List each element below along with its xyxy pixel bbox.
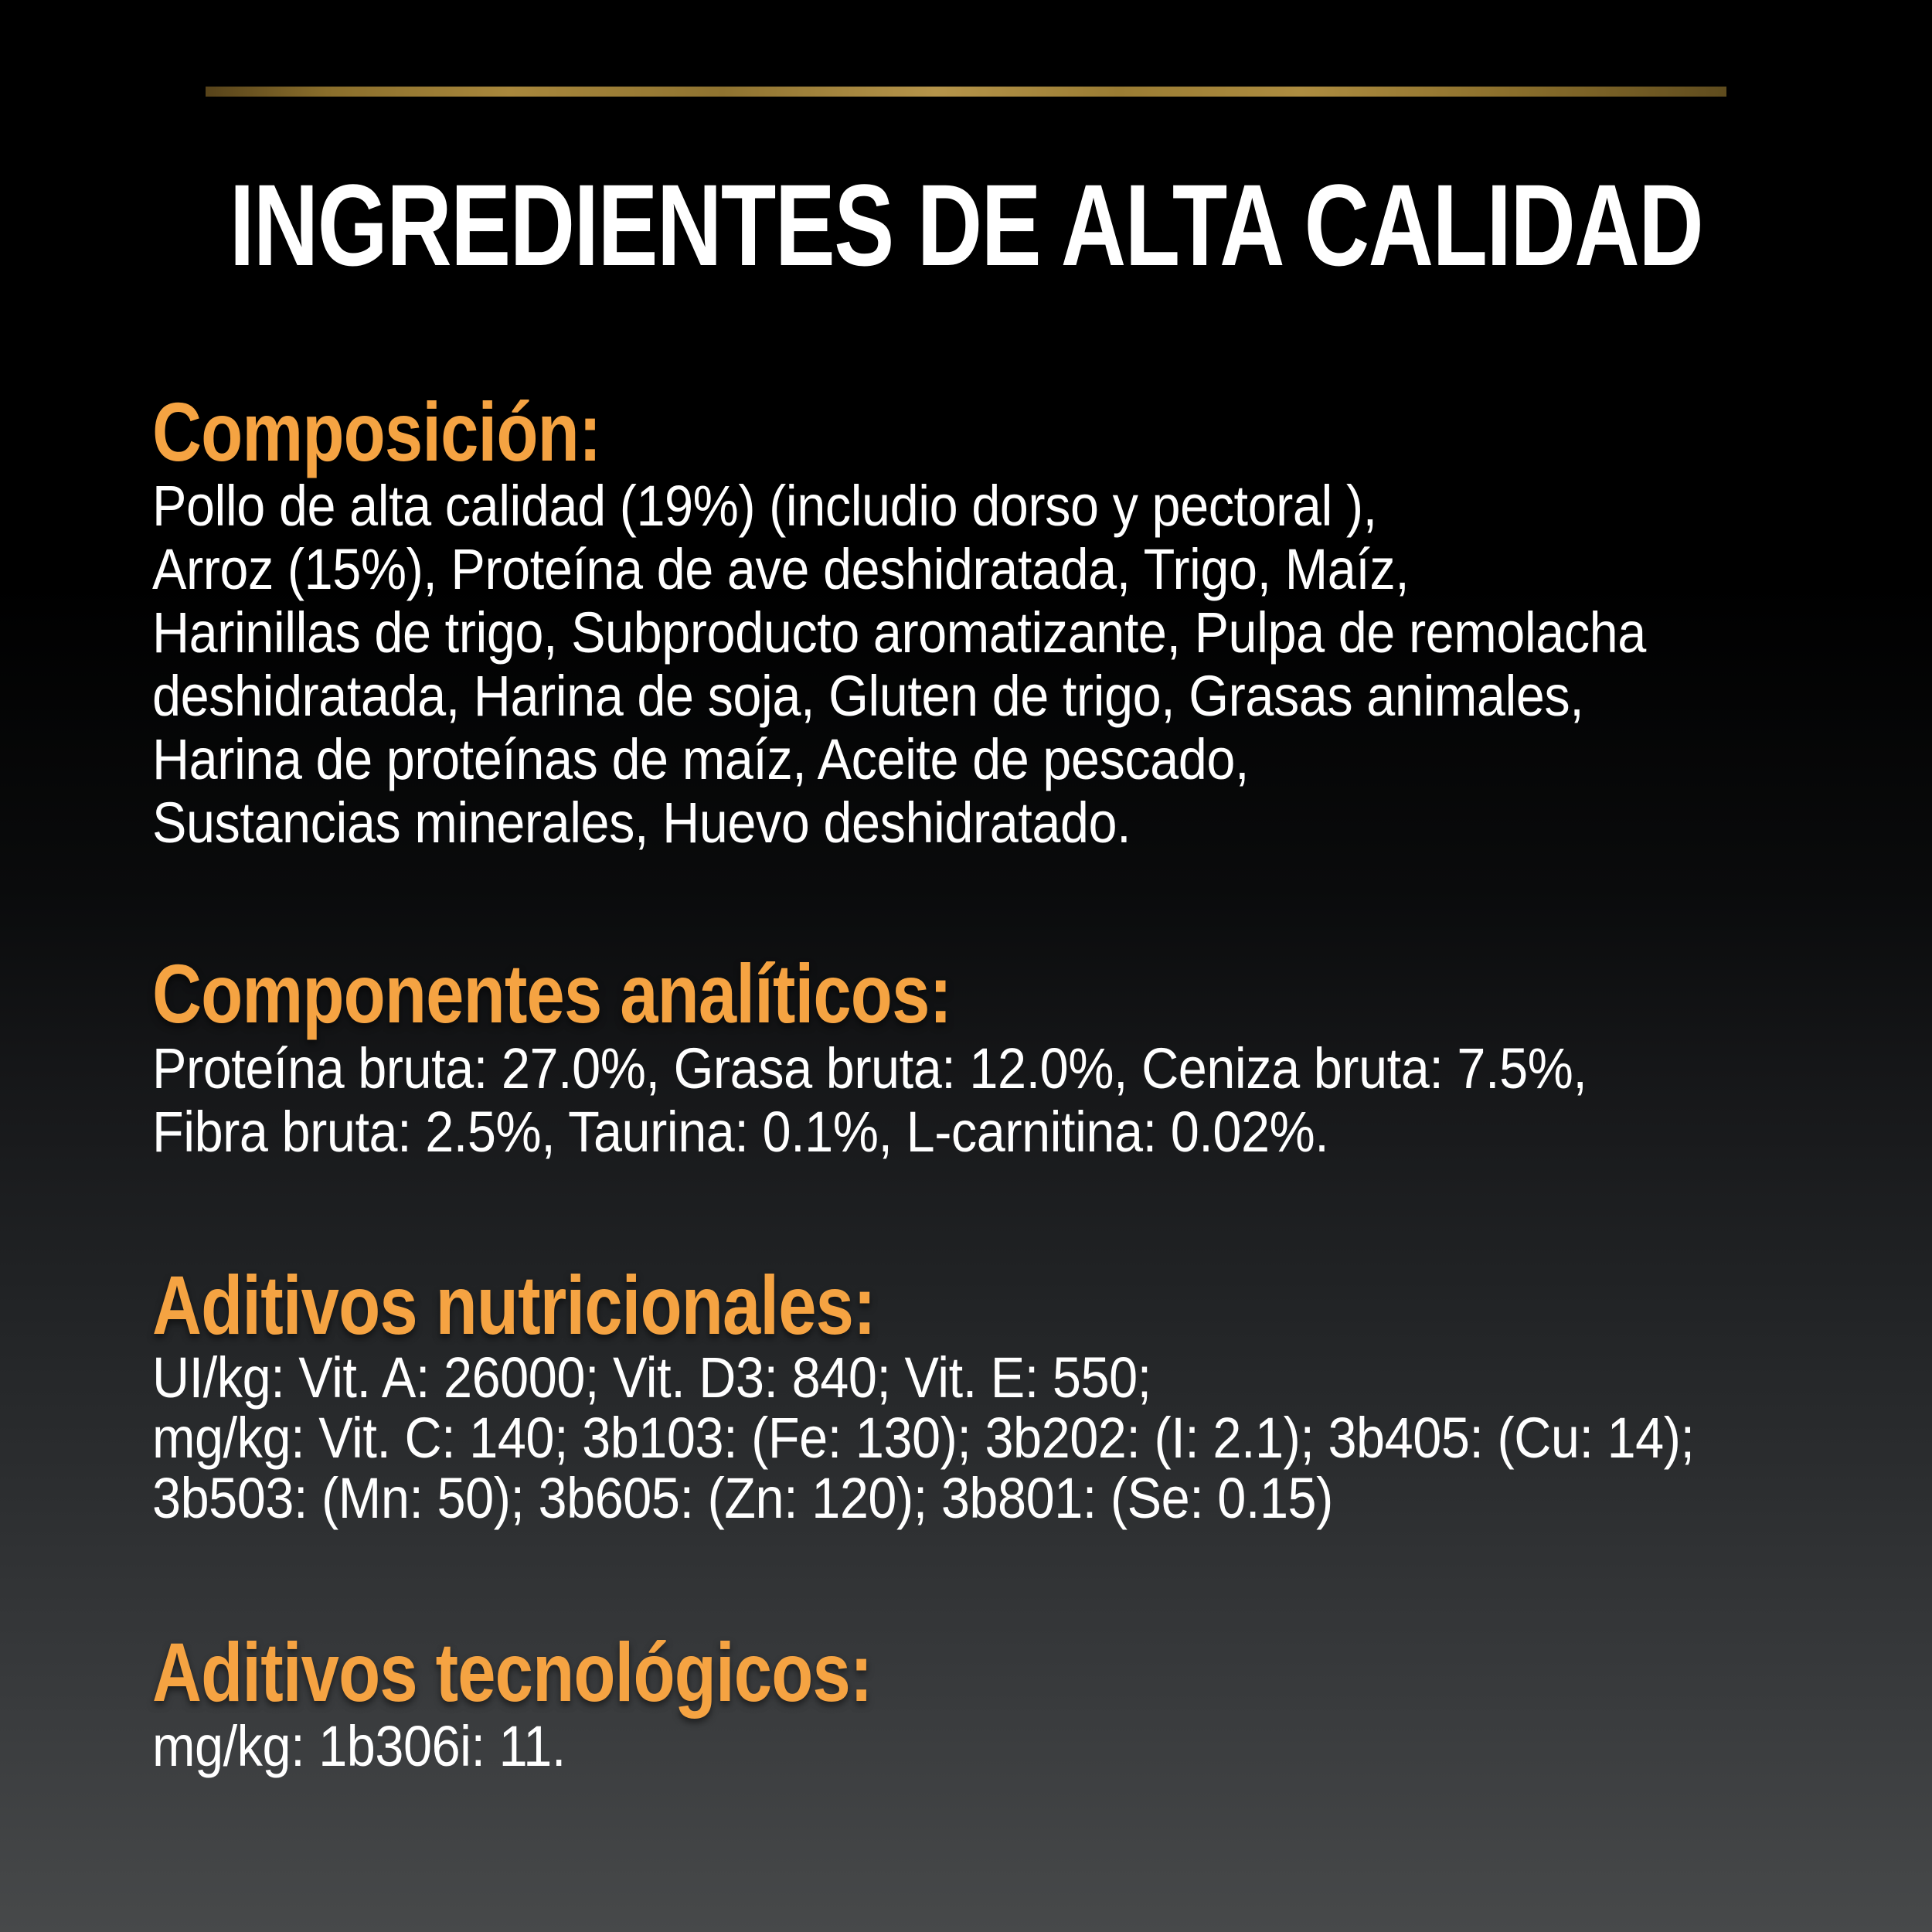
aditivos-tecnologicos-text [152,1715,566,1778]
composicion-text [152,474,1646,855]
page-title-text: INGREDIENTES DE ALTA CALIDAD [229,160,1703,290]
composicion-line: Harina de proteínas de maíz, Aceite de pescado, [152,727,1250,791]
componentes-analiticos-line: Proteína bruta: 27.0%, Grasa bruta: 12.0%, Ceniza bruta: 7.5%, [152,1036,1587,1100]
componentes-analiticos-heading: Componentes analíticos: [152,947,952,1040]
composicion-line: Arroz (15%), Proteína de ave deshidratada, Trigo, Maíz, [152,537,1410,601]
composicion-heading: Composición: [152,385,601,478]
gold-divider-bar [206,87,1726,97]
composicion-line: Pollo de alta calidad (19%) (includio dorso y pectoral ), [152,474,1377,538]
page-title [0,160,1932,290]
aditivos-nutricionales-text [152,1345,1695,1530]
aditivos-nutricionales-line: UI/kg: Vit. A: 26000; Vit. D3: 840; Vit. E: 550; [152,1345,1151,1410]
composicion-line: deshidratada, Harina de soja, Gluten de trigo, Grasas animales, [152,664,1584,728]
aditivos-nutricionales-heading: Aditivos nutricionales: [152,1258,876,1352]
composicion-line: Sustancias minerales, Huevo deshidratado. [152,791,1131,855]
composicion-line: Harinillas de trigo, Subproducto aromatizante, Pulpa de remolacha [152,600,1646,665]
aditivos-nutricionales-line: 3b503: (Mn: 50); 3b605: (Zn: 120); 3b801: (Se: 0.15) [152,1466,1333,1530]
componentes-analiticos-text [152,1037,1587,1164]
aditivos-tecnologicos-line: mg/kg: 1b306i: 11. [152,1714,566,1778]
aditivos-nutricionales-line: mg/kg: Vit. C: 140; 3b103: (Fe: 130); 3b202: (I: 2.1); 3b405: (Cu: 14); [152,1406,1695,1470]
aditivos-tecnologicos-heading: Aditivos tecnológicos: [152,1625,872,1719]
componentes-analiticos-line: Fibra bruta: 2.5%, Taurina: 0.1%, L-carnitina: 0.02%. [152,1100,1329,1164]
